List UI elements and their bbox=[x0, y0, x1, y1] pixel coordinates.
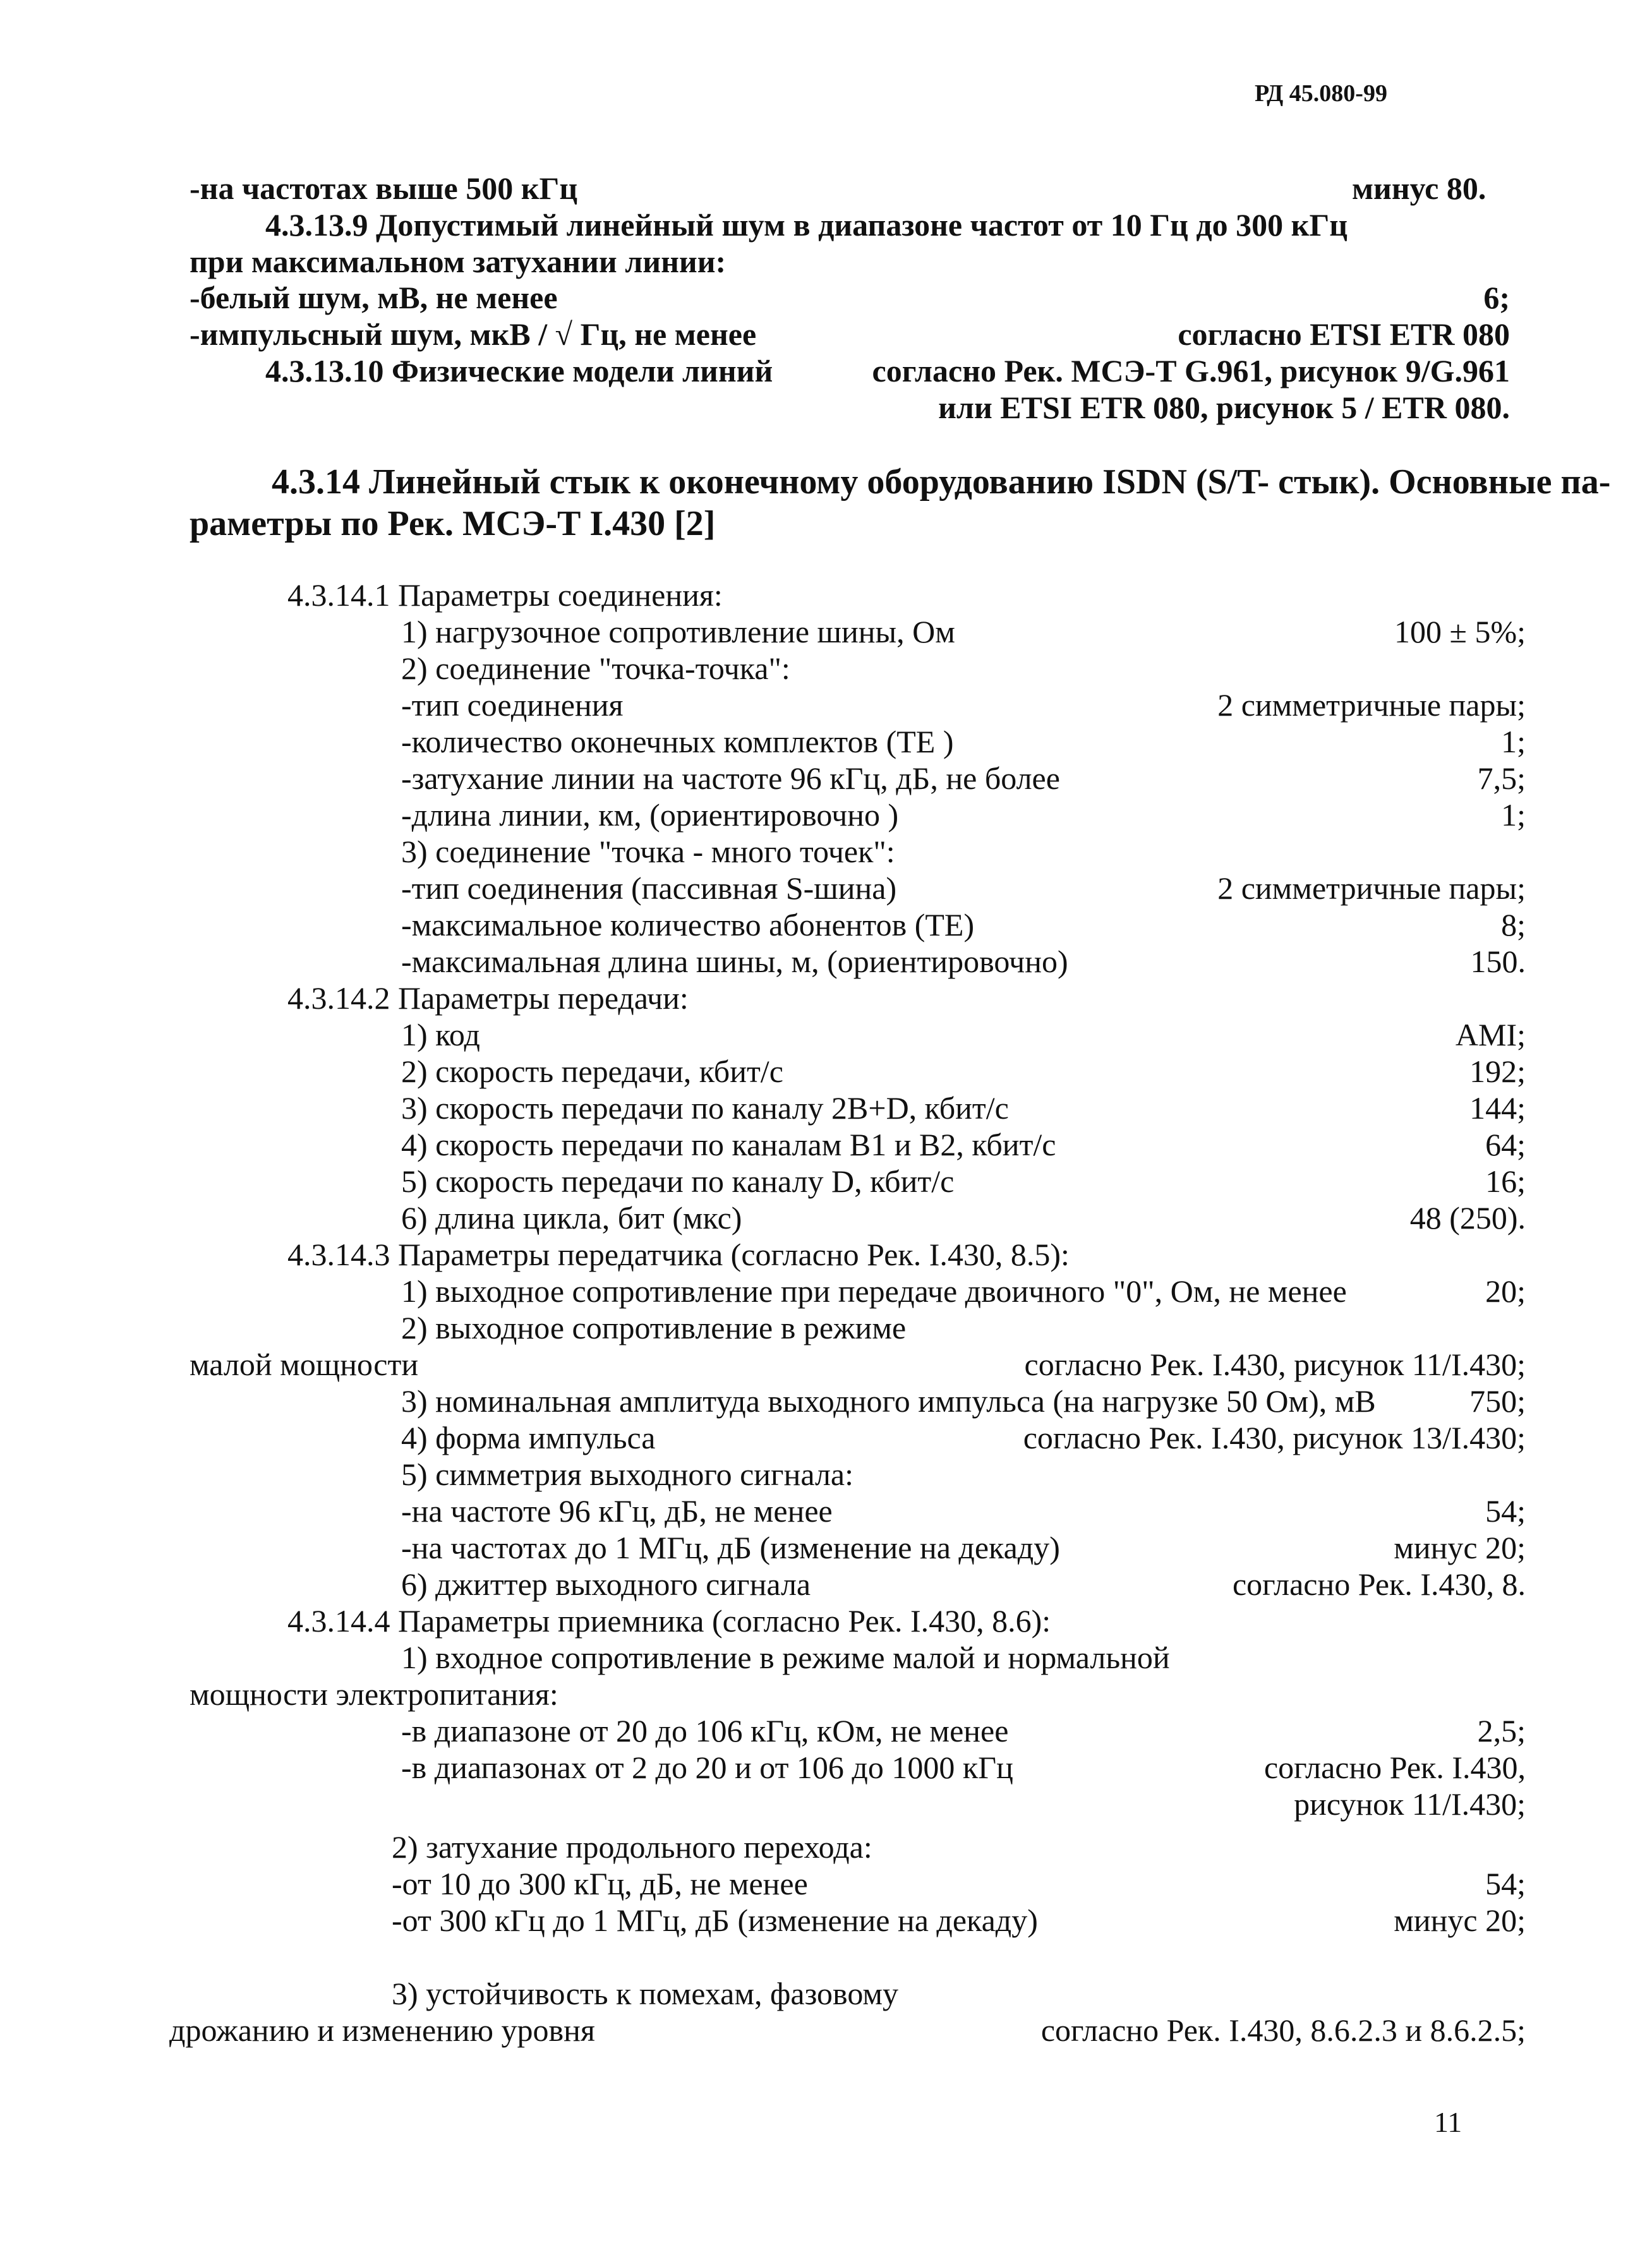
param-value: согласно ETSI ETR 080 bbox=[1178, 316, 1510, 352]
page-number: 11 bbox=[1434, 2106, 1462, 2138]
param-label: 2) затухание продольного перехода: bbox=[392, 1829, 872, 1865]
param-value: 16; bbox=[1485, 1164, 1526, 1199]
param-value: 192; bbox=[1469, 1054, 1526, 1089]
param-label: -количество оконечных комплектов (ТЕ ) bbox=[401, 724, 954, 759]
param-label: -на частотах выше 500 кГц bbox=[190, 171, 578, 206]
param-value: минус 20; bbox=[1394, 1903, 1526, 1938]
param-label: 3) устойчивость к помехам, фазовому bbox=[392, 1976, 899, 2011]
param-value: или ETSI ETR 080, рисунок 5 / ETR 080. bbox=[938, 390, 1510, 425]
param-value: рисунок 11/I.430; bbox=[1294, 1786, 1526, 1822]
param-label: -максимальное количество абонентов (ТЕ) bbox=[401, 907, 975, 942]
param-label: 1) выходное сопротивление при передаче двоичного "0", Ом, не менее bbox=[401, 1273, 1347, 1309]
param-value: согласно Рек. I.430, рисунок 13/I.430; bbox=[1023, 1420, 1526, 1455]
subclause-title: 4.3.14.3 Параметры передатчика (согласно Рек. I.430, 8.5): bbox=[287, 1237, 1070, 1272]
param-label: 4) скорость передачи по каналам B1 и B2, кбит/с bbox=[401, 1127, 1056, 1162]
param-label: -тип соединения (пассивная S-шина) bbox=[401, 870, 897, 906]
subclause-title: 4.3.14.1 Параметры соединения: bbox=[287, 577, 723, 613]
param-value: минус 20; bbox=[1394, 1530, 1526, 1565]
param-value: согласно Рек. МСЭ-Т G.961, рисунок 9/G.961 bbox=[872, 353, 1510, 388]
param-value: согласно Рек. I.430, 8.6.2.3 и 8.6.2.5; bbox=[1040, 2012, 1526, 2048]
param-label: -в диапазоне от 20 до 106 кГц, кОм, не менее bbox=[401, 1713, 1009, 1748]
param-value: 7,5; bbox=[1477, 761, 1526, 796]
param-label: 3) скорость передачи по каналу 2B+D, кбит/с bbox=[401, 1090, 1009, 1126]
param-value: минус 80. bbox=[1352, 171, 1486, 206]
param-value: 2 симметричные пары; bbox=[1217, 870, 1526, 906]
param-label: 6) длина цикла, бит (мкс) bbox=[401, 1200, 742, 1236]
param-label: -длина линии, км, (ориентировочно ) bbox=[401, 797, 899, 833]
param-label: мощности электропитания: bbox=[190, 1676, 558, 1712]
subclause-title: 4.3.14.2 Параметры передачи: bbox=[287, 980, 689, 1016]
param-value: 750; bbox=[1469, 1383, 1526, 1419]
param-value: согласно Рек. I.430, рисунок 11/I.430; bbox=[1024, 1347, 1526, 1382]
param-label: малой мощности bbox=[190, 1347, 419, 1382]
section-heading-line1: 4.3.14 Линейный стык к оконечному оборудованию ISDN (S/T- стык). Основные па- bbox=[272, 462, 1611, 502]
param-value: 1; bbox=[1501, 724, 1526, 759]
param-label: 5) скорость передачи по каналу D, кбит/с bbox=[401, 1164, 955, 1199]
param-value: AMI; bbox=[1455, 1017, 1526, 1052]
param-value: 8; bbox=[1501, 907, 1526, 942]
param-label: 3) соединение "точка - много точек": bbox=[401, 834, 895, 869]
param-label: -максимальная длина шины, м, (ориентировочно) bbox=[401, 944, 1068, 979]
param-value: 144; bbox=[1469, 1090, 1526, 1126]
param-value: 54; bbox=[1485, 1866, 1526, 1901]
clause-4-3-13-9-line1: 4.3.13.9 Допустимый линейный шум в диапазоне частот от 10 Гц до 300 кГц bbox=[265, 207, 1348, 243]
subclause-title: 4.3.14.4 Параметры приемника (согласно Рек. I.430, 8.6): bbox=[287, 1603, 1051, 1639]
param-value: 6; bbox=[1483, 280, 1510, 315]
param-label: 2) скорость передачи, кбит/с bbox=[401, 1054, 783, 1089]
param-label: 1) входное сопротивление в режиме малой и нормальной bbox=[401, 1640, 1170, 1675]
param-label: 5) симметрия выходного сигнала: bbox=[401, 1457, 853, 1492]
param-label: -на частоте 96 кГц, дБ, не менее bbox=[401, 1493, 833, 1529]
param-value: согласно Рек. I.430, bbox=[1263, 1750, 1526, 1785]
param-value: 54; bbox=[1485, 1493, 1526, 1529]
param-value: 1; bbox=[1501, 797, 1526, 833]
param-label: -тип соединения bbox=[401, 687, 624, 723]
param-label: -затухание линии на частоте 96 кГц, дБ, не более bbox=[401, 761, 1060, 796]
param-label: 6) джиттер выходного сигнала bbox=[401, 1567, 811, 1602]
document-code: РД 45.080-99 bbox=[1255, 80, 1387, 107]
param-label: 4) форма импульса bbox=[401, 1420, 656, 1455]
clause-4-3-13-9-line2: при максимальном затухании линии: bbox=[190, 244, 727, 279]
param-label: 1) код bbox=[401, 1017, 480, 1052]
param-value: 64; bbox=[1485, 1127, 1526, 1162]
param-label: -на частотах до 1 МГц, дБ (изменение на декаду) bbox=[401, 1530, 1060, 1565]
section-heading-line2: раметры по Рек. МСЭ-Т I.430 [2] bbox=[190, 504, 716, 543]
param-label: 2) выходное сопротивление в режиме bbox=[401, 1310, 907, 1345]
param-label: -от 300 кГц до 1 МГц, дБ (изменение на декаду) bbox=[392, 1903, 1038, 1938]
clause-4-3-13-10: 4.3.13.10 Физические модели линий bbox=[265, 353, 773, 388]
param-label: -в диапазонах от 2 до 20 и от 106 до 1000 кГц bbox=[401, 1750, 1013, 1785]
param-value: 48 (250). bbox=[1409, 1200, 1526, 1236]
param-value: 2 симметричные пары; bbox=[1217, 687, 1526, 723]
param-label: 2) соединение "точка-точка": bbox=[401, 651, 790, 686]
param-label: дрожанию и изменению уровня bbox=[169, 2012, 595, 2048]
param-label: -белый шум, мВ, не менее bbox=[190, 280, 558, 315]
param-label: 3) номинальная амплитуда выходного импульса (на нагрузке 50 Ом), мВ bbox=[401, 1383, 1376, 1419]
param-value: 150. bbox=[1470, 944, 1526, 979]
param-label: -от 10 до 300 кГц, дБ, не менее bbox=[392, 1866, 808, 1901]
param-value: 20; bbox=[1485, 1273, 1526, 1309]
param-value: 2,5; bbox=[1477, 1713, 1526, 1748]
param-label: 1) нагрузочное сопротивление шины, Ом bbox=[401, 614, 955, 649]
param-value: 100 ± 5%; bbox=[1394, 614, 1526, 649]
param-label: -импульсный шум, мкВ / √ Гц, не менее bbox=[190, 316, 757, 352]
param-value: согласно Рек. I.430, 8. bbox=[1232, 1567, 1526, 1602]
